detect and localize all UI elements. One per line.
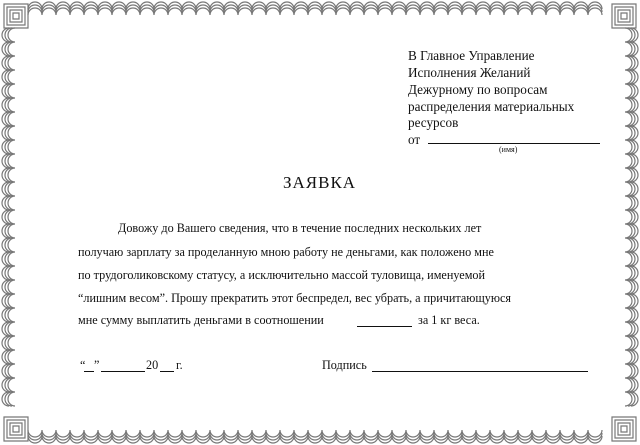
recipient-line-4: распределения материальных [408,99,575,114]
body-line-2: получаю зарплату за проделанную мною работу не деньгами, как положено мне [78,245,494,259]
name-caption: (имя) [499,145,518,154]
name-field-line[interactable] [428,143,600,144]
recipient-line-3: Дежурному по вопросам [408,82,548,97]
date-month-line[interactable] [101,371,145,372]
date-year-suffix: г. [176,358,183,372]
body-line-3: по трудоголиковскому статусу, а исключительно массой туловища, именуемой [78,268,486,282]
body-line-1: Довожу до Вашего сведения, что в течение последних нескольких лет [118,221,482,235]
date-year-prefix: 20 [146,358,159,372]
recipient-line-2: Исполнения Желаний [408,65,531,80]
document-title: ЗАЯВКА [283,173,357,192]
corner-ornament-bottom-right [612,417,636,441]
date-day-line[interactable] [84,371,94,372]
signature-line[interactable] [372,371,588,372]
corner-ornament-top-left [4,4,28,28]
corner-ornament-top-right [612,4,636,28]
ratio-field-line[interactable] [357,326,412,327]
recipient-line-1: В Главное Управление [408,48,535,63]
body-line-4: “лишним весом”. Прошу прекратить этот беспредел, вес убрать, а причитающуюся [78,291,512,305]
border-bottom-wave [28,430,602,437]
border-top-wave [28,8,602,15]
from-label: от [408,132,421,147]
date-quote-open: “ [80,358,86,372]
date-year-line[interactable] [160,371,174,372]
recipient-line-5: ресурсов [408,115,459,130]
date-quote-close: ” [94,358,100,372]
body-line-5-end: за 1 кг веса. [418,313,480,327]
corner-ornament-bottom-left [4,417,28,441]
body-line-5-start: мне сумму выплатить деньгами в соотношении [78,313,324,327]
signature-label: Подпись [322,358,367,372]
